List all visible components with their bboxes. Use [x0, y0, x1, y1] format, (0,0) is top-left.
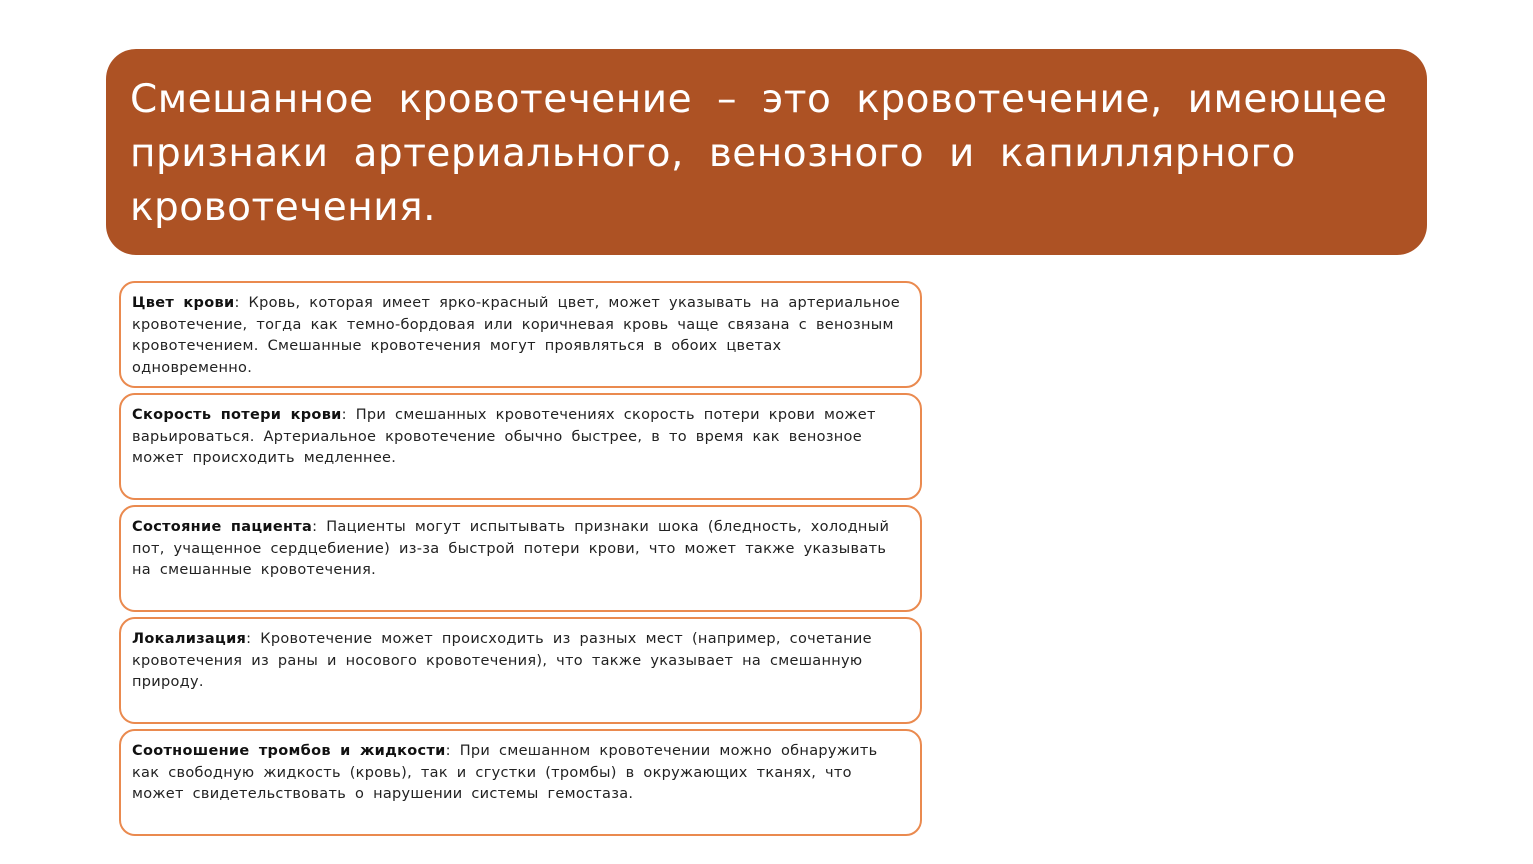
card-paragraph	[132, 629, 908, 694]
card-paragraph	[132, 741, 908, 806]
info-card-loss-speed	[119, 393, 922, 500]
card-body: : При смешанных кровотечениях скорость потери крови может варьироваться. Артериальное кровотечение обычно быстрее, в то время как венозное может происходить медленнее.	[132, 407, 876, 466]
card-heading: Локализация	[132, 631, 247, 647]
card-body: : Пациенты могут испытывать признаки шока (бледность, холодный пот, учащенное сердцебиение) из-за быстрой потери крови, что может также указывать на смешанные кровотечения.	[132, 519, 890, 578]
info-card-blood-color	[119, 281, 922, 388]
card-body: : Кровь, которая имеет ярко-красный цвет, может указывать на артериальное кровотечение, тогда как темно-бордовая или коричневая кровь чаще связана с венозным кровотечением. Смешанные кровотечения могут проявляться в обоих цветах одновременно.	[132, 295, 901, 376]
title-banner	[106, 49, 1427, 255]
slide-title: Смешанное кровотечение – это кровотечение, имеющее признаки артериального, венозного и капиллярного кровотечения.	[130, 77, 1388, 230]
card-heading: Скорость потери крови	[132, 407, 342, 423]
info-card-clots-fluid	[119, 729, 922, 836]
info-card-localization	[119, 617, 922, 724]
card-paragraph	[132, 517, 908, 582]
card-body: : При смешанном кровотечении можно обнаружить как свободную жидкость (кровь), так и сгустки (тромбы) в окружающих тканях, что может свидетельствовать о нарушении системы гемостаза.	[132, 743, 878, 802]
card-heading: Цвет крови	[132, 295, 235, 311]
info-card-list	[119, 281, 922, 841]
card-heading: Состояние пациента	[132, 519, 313, 535]
card-paragraph	[132, 405, 908, 470]
info-card-patient-state	[119, 505, 922, 612]
card-paragraph	[132, 293, 908, 379]
card-body: : Кровотечение может происходить из разных мест (например, сочетание кровотечения из раны и носового кровотечения), что также указывает на смешанную природу.	[132, 631, 872, 690]
card-heading: Соотношение тромбов и жидкости	[132, 743, 446, 759]
